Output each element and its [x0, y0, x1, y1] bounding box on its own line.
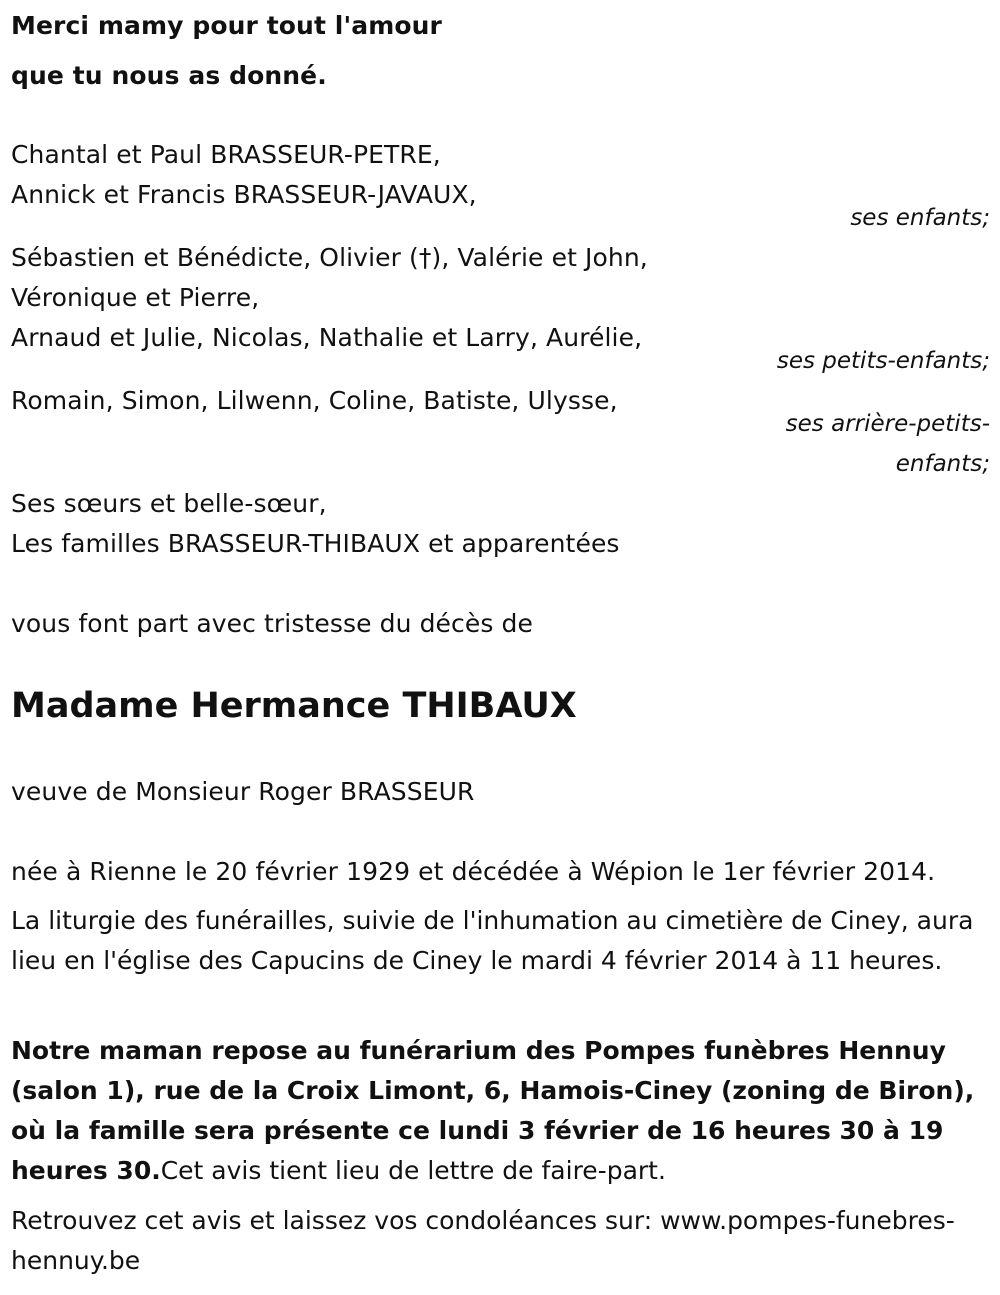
visitation-paragraph: [11, 1031, 986, 1191]
great-grandchildren-line: Romain, Simon, Lilwenn, Coline, Batiste, Ulysse,: [11, 386, 618, 415]
birth-death: née à Rienne le 20 février 1929 et décédée à Wépion le 1er février 2014.: [11, 857, 936, 886]
great-grandchildren-role-1: ses arrière-petits-: [785, 411, 990, 437]
siblings-line-2: Les familles BRASSEUR-THIBAUX et apparentées: [11, 529, 620, 558]
grandchildren-line-1: Sébastien et Bénédicte, Olivier (†), Valérie et John,: [11, 243, 648, 272]
condolences: Retrouvez cet avis et laissez vos condoléances sur: www.pompes-funebres-hennuy.be: [11, 1206, 955, 1275]
announcement: vous font part avec tristesse du décès de: [11, 609, 533, 638]
dedication-line-1: Merci mamy pour tout l'amour: [11, 11, 442, 40]
visitation-note: Cet avis tient lieu de lettre de faire-part.: [160, 1156, 666, 1185]
funeral-details: La liturgie des funérailles, suivie de l'inhumation au cimetière de Ciney, aura lieu en l'église des Capucins de Ciney le mardi 4 février 2014 à 11 heures.: [11, 906, 974, 975]
dedication-line-2: que tu nous as donné.: [11, 61, 327, 90]
grandchildren-line-2: Véronique et Pierre,: [11, 283, 260, 312]
visitation-bold: Notre maman repose au funérarium des Pompes funèbres Hennuy (salon 1), rue de la Croix Limont, 6, Hamois-Ciney (zoning de Biron), où la famille sera présente ce lundi 3 février de 16 heures 30 à 19 heures 30.: [11, 1036, 975, 1185]
deceased-name: Madame Hermance THIBAUX: [11, 686, 577, 726]
grandchildren-role: ses petits-enfants;: [776, 348, 990, 374]
great-grandchildren-role-2: enfants;: [895, 451, 990, 477]
children-line-1: Chantal et Paul BRASSEUR-PETRE,: [11, 140, 441, 169]
siblings-line-1: Ses sœurs et belle-sœur,: [11, 489, 327, 518]
grandchildren-line-3: Arnaud et Julie, Nicolas, Nathalie et Larry, Aurélie,: [11, 323, 643, 352]
children-role: ses enfants;: [850, 205, 990, 231]
children-line-2: Annick et Francis BRASSEUR-JAVAUX,: [11, 180, 477, 209]
widow-of: veuve de Monsieur Roger BRASSEUR: [11, 777, 475, 806]
